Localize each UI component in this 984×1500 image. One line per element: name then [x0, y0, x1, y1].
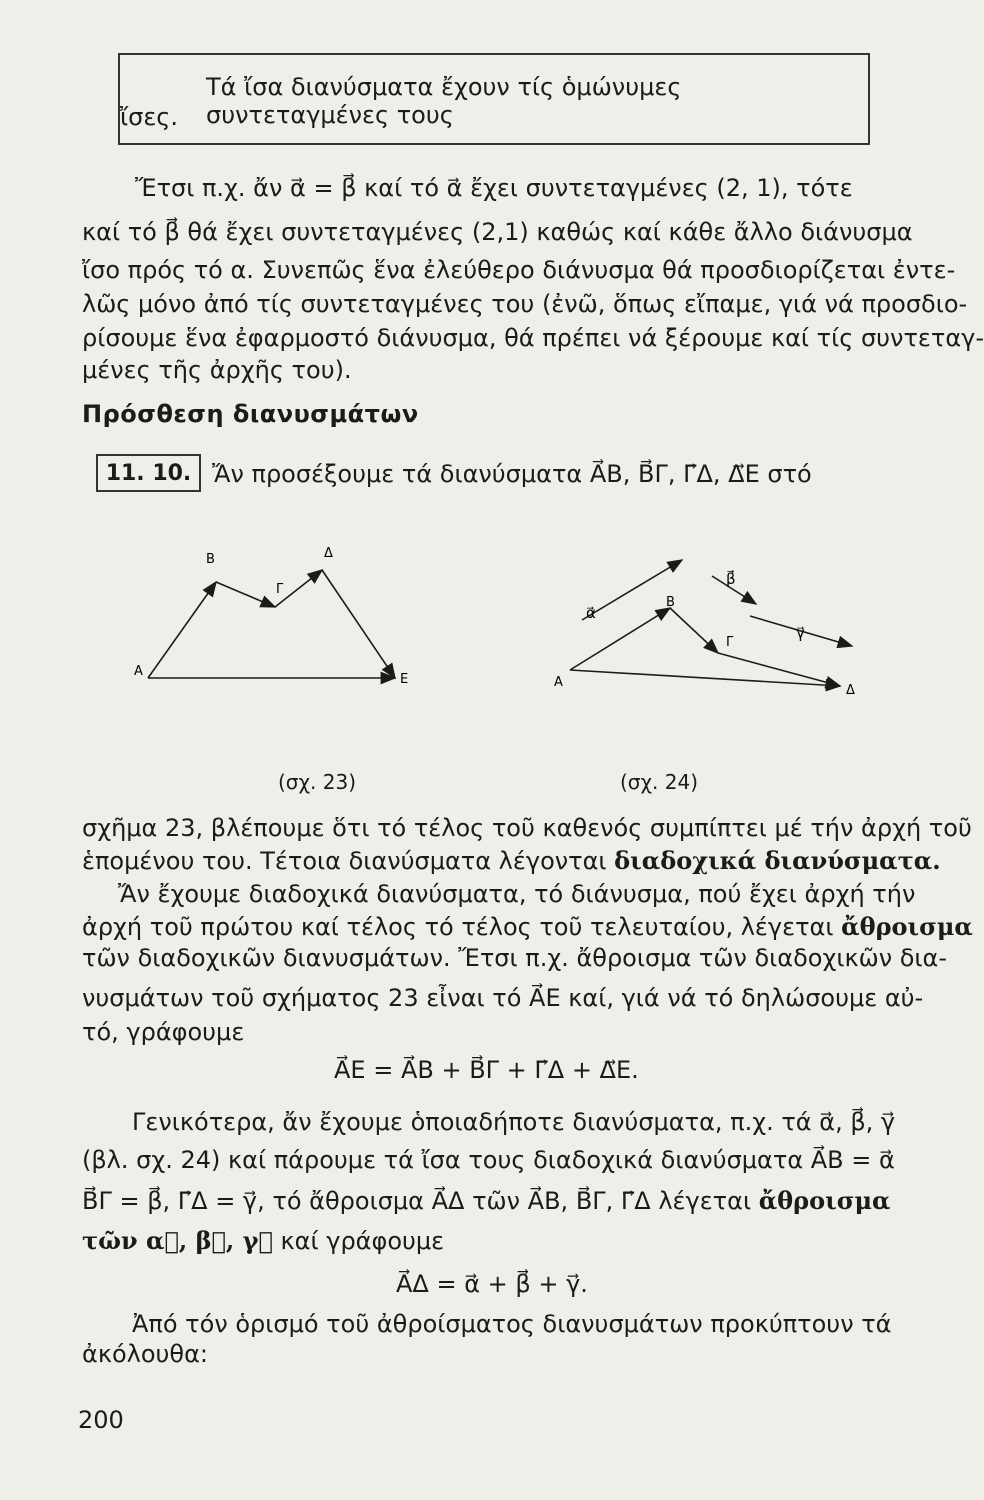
- intro-line-5: ρίσουμε ἕνα ἐφαρμοστό διάνυσμα, θά πρέπει νά ξέρουμε καί τίς συντεταγ-: [82, 324, 984, 352]
- term-sum: ἄθροισμα: [841, 912, 973, 941]
- figure-23: [130, 545, 430, 695]
- section-number: 11. 10.: [96, 454, 201, 492]
- intro-line-1: Ἔτσι π.χ. ἄν α⃗ = β⃗ καί τό α⃗ ἔχει συντεταγμένες (2, 1), τότε: [135, 174, 853, 202]
- vector-alpha: [582, 560, 682, 620]
- para3-line-4: [82, 1226, 444, 1255]
- para2-line-7: τό, γράφουμε: [82, 1018, 245, 1046]
- para3-line-6: ἀκόλουθα:: [82, 1340, 209, 1368]
- label-alpha: α⃗: [586, 604, 596, 622]
- page-number: 200: [78, 1406, 124, 1434]
- intro-line-6: μένες τῆς ἀρχῆς του).: [82, 356, 352, 384]
- label-D-24: Δ: [846, 683, 855, 698]
- intro-line-3: ἴσο πρός τό α. Συνεπῶς ἕνα ἐλεύθερο διάνυσμα θά προσδιορίζεται ἐντε-: [82, 256, 956, 284]
- para2-line-4: [82, 912, 973, 941]
- label-G: Γ: [276, 582, 284, 597]
- para2-line-1: σχῆμα 23, βλέπουμε ὅτι τό τέλος τοῦ καθενός συμπίπτει μέ τήν ἀρχή τοῦ: [82, 814, 972, 842]
- equation-1: A⃗E = A⃗B + B⃗Γ + Γ⃗Δ + Δ⃗E.: [334, 1056, 639, 1084]
- term-successive-vectors: διαδοχικά διανύσματα.: [614, 846, 941, 875]
- para3-line-2: (βλ. σχ. 24) καί πάρουμε τά ἴσα τους διαδοχικά διανύσματα A⃗B = α⃗: [82, 1146, 895, 1174]
- section-heading: Πρόσθεση διανυσμάτων: [82, 400, 419, 428]
- label-A-24: A: [554, 675, 563, 690]
- definition-line-2: ἴσες.: [120, 103, 179, 131]
- para2-line-3: Ἄν ἔχουμε διαδοχικά διανύσματα, τό διάνυσμα, πού ἔχει ἀρχή τήν: [118, 880, 916, 908]
- figure-24: [540, 560, 880, 710]
- section-first-line: Ἄν προσέξουμε τά διανύσματα A⃗B, B⃗Γ, Γ⃗Δ, Δ⃗E στό: [212, 460, 812, 488]
- para3-line-3-text: B⃗Γ = β⃗, Γ⃗Δ = γ⃗, τό ἄθροισμα A⃗Δ τῶν A⃗B, B⃗Γ, Γ⃗Δ λέγεται: [82, 1187, 759, 1215]
- definition-box: [118, 53, 870, 145]
- label-E: E: [400, 672, 409, 687]
- label-G-24: Γ: [726, 635, 734, 650]
- figure-23-caption: (σχ. 23): [278, 770, 356, 794]
- label-gamma: γ⃗: [796, 624, 805, 642]
- vector-BG: [216, 582, 275, 607]
- vector-BG-24: [670, 608, 718, 653]
- vector-GD-24: [718, 653, 840, 686]
- label-A: A: [134, 664, 143, 679]
- figure-24-caption: (σχ. 24): [620, 770, 698, 794]
- vector-AB: [148, 582, 216, 678]
- definition-line-1: Τά ἴσα διανύσματα ἔχουν τίς ὁμώνυμες συντεταγμένες τους: [206, 73, 682, 129]
- para2-line-6: νυσμάτων τοῦ σχήματος 23 εἶναι τό A⃗E καί, γιά νά τό δηλώσουμε αὐ-: [82, 984, 924, 1012]
- para3-line-4-text: καί γράφουμε: [272, 1227, 445, 1255]
- term-of-vectors: τῶν α⃗, β⃗, γ⃗: [82, 1226, 273, 1255]
- label-B: B: [206, 552, 215, 567]
- vector-DE: [322, 570, 395, 678]
- para2-line-2-text: ἑπομένου του. Τέτοια διανύσματα λέγονται: [82, 847, 615, 875]
- intro-line-2: καί τό β⃗ θά ἔχει συντεταγμένες (2,1) καθώς καί κάθε ἄλλο διάνυσμα: [82, 218, 913, 246]
- para3-line-3: [82, 1186, 891, 1215]
- intro-line-4: λῶς μόνο ἀπό τίς συντεταγμένες του (ἐνῶ, ὅπως εἴπαμε, γιά νά προσδιο-: [82, 290, 968, 318]
- label-D: Δ: [324, 546, 333, 561]
- label-B-24: B: [666, 595, 675, 610]
- equation-2: A⃗Δ = α⃗ + β⃗ + γ⃗.: [396, 1270, 588, 1298]
- term-sum-2: ἄθροισμα: [758, 1186, 891, 1215]
- para2-line-2: [82, 846, 941, 875]
- para3-line-5: Ἀπό τόν ὁρισμό τοῦ ἀθροίσματος διανυσμάτων προκύπτουν τά: [132, 1310, 892, 1338]
- vector-AD-24: [570, 670, 840, 686]
- para2-line-4-text: ἀρχή τοῦ πρώτου καί τέλος τό τέλος τοῦ τελευταίου, λέγεται: [82, 913, 842, 941]
- label-beta: β⃗: [726, 570, 736, 588]
- para2-line-5: τῶν διαδοχικῶν διανυσμάτων. Ἔτσι π.χ. ἄθροισμα τῶν διαδοχικῶν δια-: [82, 944, 948, 972]
- para3-line-1: Γενικότερα, ἄν ἔχουμε ὁποιαδήποτε διανύσματα, π.χ. τά α⃗, β⃗, γ⃗: [132, 1108, 896, 1136]
